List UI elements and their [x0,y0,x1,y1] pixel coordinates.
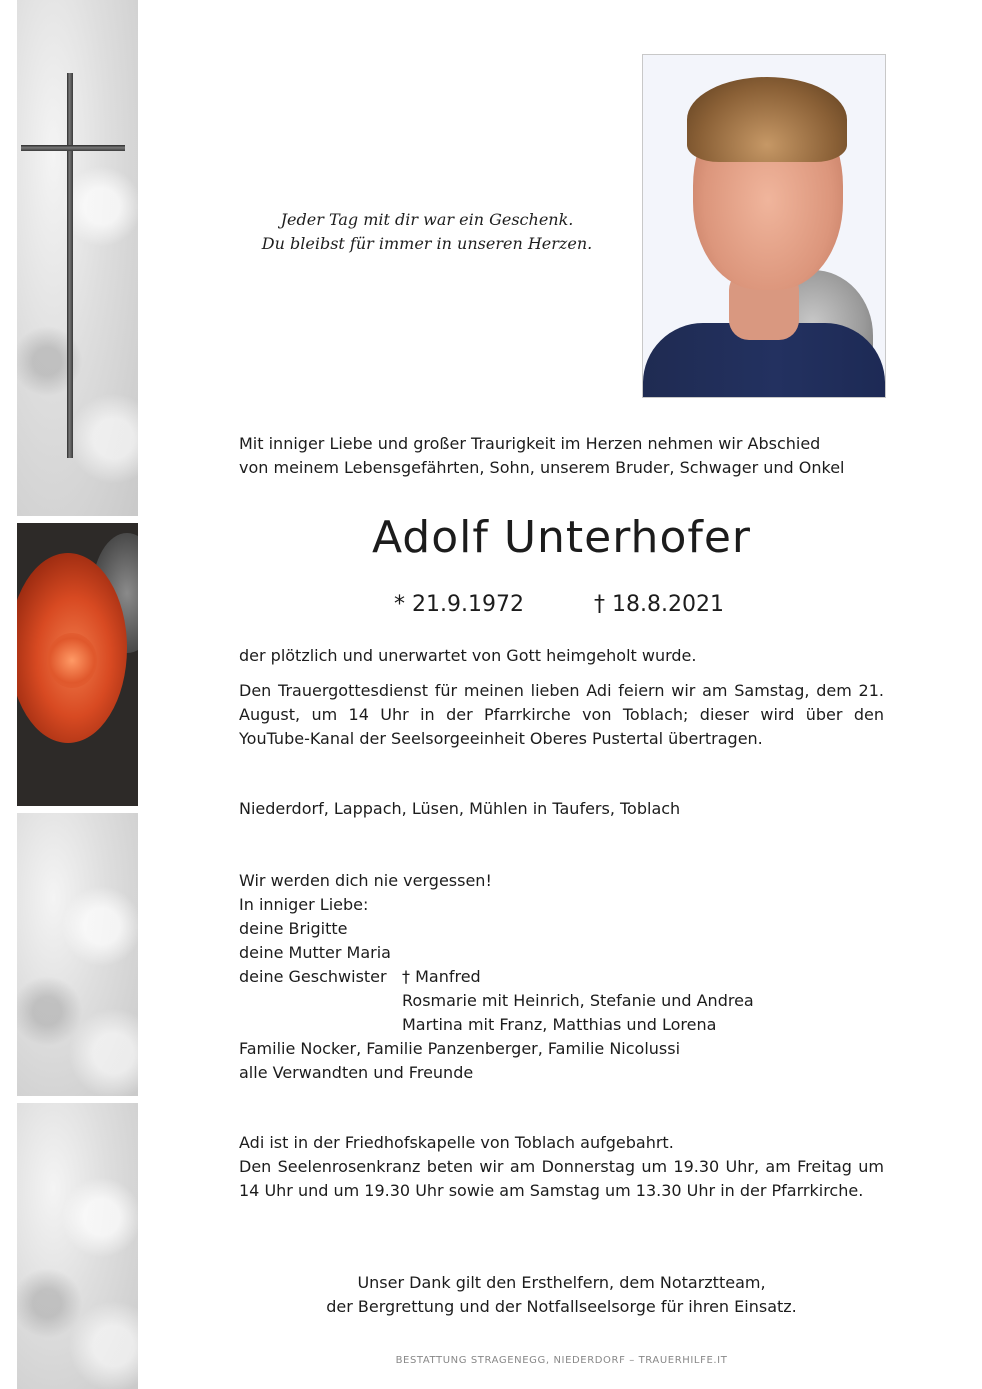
mourner-relatives: alle Verwandten und Freunde [239,1063,474,1082]
mourner-mother: deine Mutter Maria [239,943,391,962]
cross-vertical-bar [67,73,73,458]
intro-line-2: von meinem Lebensgefährten, Sohn, unserem Bruder, Schwager und Onkel [239,458,845,477]
portrait-photo [642,54,886,398]
rose-strip-top [17,0,138,516]
thanks-line-2: der Bergrettung und der Notfallseelsorge für ihren Einsatz. [326,1297,797,1316]
intro-text [239,432,884,480]
sibling-2: Rosmarie mit Heinrich, Stefanie und Andrea [402,991,754,1010]
memorial-quote [220,208,634,256]
mourner-partner: deine Brigitte [239,919,348,938]
rose-strip-middle [17,813,138,1096]
cross-horizontal-bar [21,145,125,151]
sibling-3: Martina mit Franz, Matthias und Lorena [402,1015,717,1034]
quote-line-2: Du bleibst für immer in unseren Herzen. [261,234,593,253]
rose-center [47,633,97,688]
thanks-text [239,1271,884,1319]
hair [687,77,847,162]
thanks-line-1: Unser Dank gilt den Ersthelfern, dem Notarztteam, [357,1273,766,1292]
cause-text: der plötzlich und unerwartet von Gott heimgeholt wurde. [239,646,697,665]
mourners-love: In inniger Liebe: [239,895,369,914]
viewing-location: Adi ist in der Friedhofskapelle von Toblach aufgebahrt. [239,1133,674,1152]
places-text: Niederdorf, Lappach, Lüsen, Mühlen in Taufers, Toblach [239,799,681,818]
quote-line-1: Jeder Tag mit dir war ein Geschenk. [280,210,574,229]
mourner-families: Familie Nocker, Familie Panzenberger, Familie Nicolussi [239,1039,681,1058]
sibling-1: † Manfred [402,967,481,986]
rosary-times: Den Seelenrosenkranz beten wir am Donnerstag um 19.30 Uhr, am Freitag um 14 Uhr und um 19.30 Uhr sowie am Samstag um 13.30 Uhr in der Pfarrkirche. [239,1157,884,1200]
funeral-home-footer: BESTATTUNG STRAGENEGG, NIEDERDORF – TRAUERHILFE.IT [395,1355,728,1366]
rose-strip-bottom [17,1103,138,1389]
death-date: † 18.8.2021 [594,592,724,617]
service-text: Den Trauergottesdienst für meinen lieben Adi feiern wir am Samstag, dem 21. August, um 14 Uhr in der Pfarrkirche von Toblach; dieser wird über den YouTube-Kanal der Seelsorgeeinheit Oberes Pustertal übertragen. [239,681,884,748]
mourners-intro: Wir werden dich nie vergessen! [239,871,492,890]
mourner-siblings-label: deine Geschwister [239,967,387,986]
deceased-name: Adolf Unterhofer [371,512,752,563]
birth-date: * 21.9.1972 [394,592,524,617]
red-rose-image [17,523,138,806]
intro-line-1: Mit inniger Liebe und großer Traurigkeit im Herzen nehmen wir Abschied [239,434,821,453]
